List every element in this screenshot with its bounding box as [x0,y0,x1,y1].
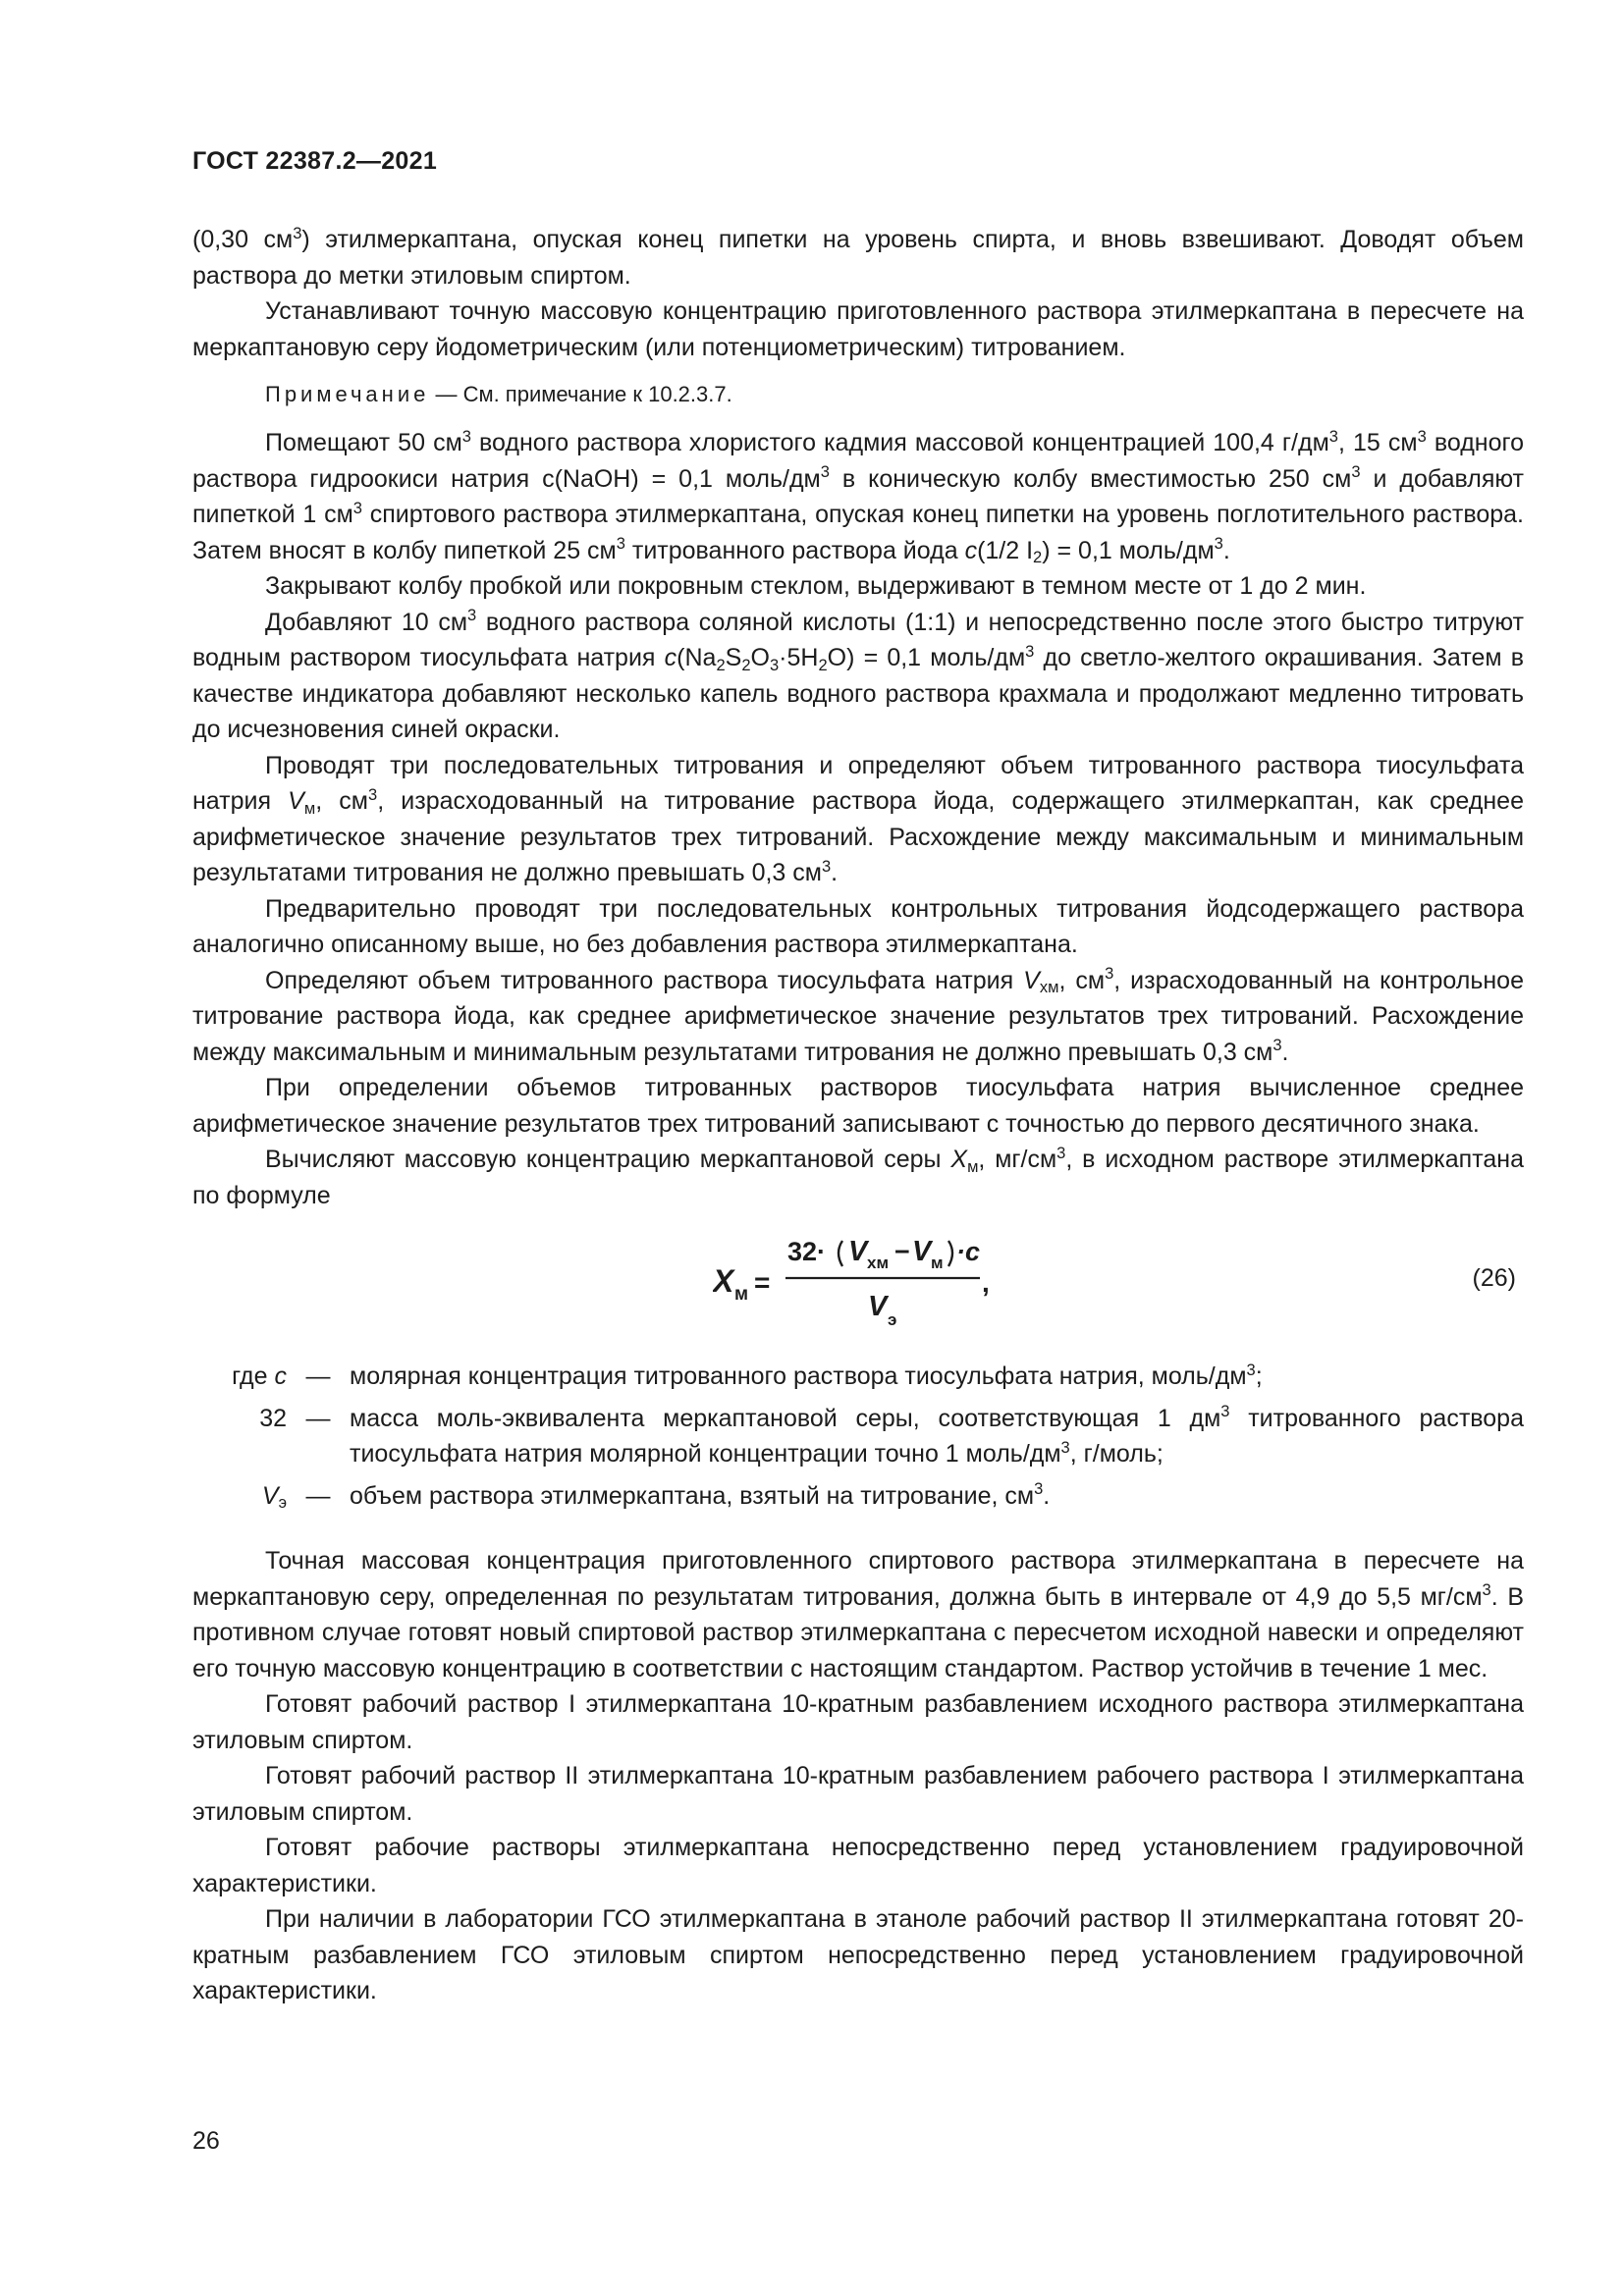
formula-open-paren [839,1241,842,1266]
formula-graphic [713,1221,1223,1347]
definition-symbol: 32 [259,1404,287,1432]
paragraph-7: Предварительно проводят три последовательных контрольных титрования йодсодержащего раствора аналогично описанному выше, но без добавления раствора этилмеркаптана. [192,894,1524,958]
paragraph-9: При определении объемов титрованных растворов тиосульфата натрия вычисленное среднее арифметическое значение результатов трех титрований записывают с точностью до первого десятичного знака. [192,1074,1524,1138]
formula-v1-sub: хм [867,1254,890,1272]
paragraph-5: Добавляют 10 $см^3$ водного раствора соляной кислоты (1:1) и непосредственно после этого быстро титруют водным раствором тиосульфата натрия $c(Na_2S_2O_3\cdot 5H_2O) = 0,1$ моль/$дм^3$ до светло-желтого окрашивания. Затем в качестве индикатора добавляют несколько капель водного раствора крахмала и продолжают медленно титровать до исчезновения синей окраски. [192,607,1525,743]
paragraph-11: Точная массовая концентрация приготовленного спиртового раствора этилмеркаптана в пересчете на меркаптановую серу, определенная по результатам титрования, должна быть в интервале от 4,9 до 5,5 $мг/см^3$. В противном случае готовят новый спиртовой раствор этилмеркаптана с пересчетом исходной навески и определяют его точную массовую концентрацию в соответствии с настоящим стандартом. Раствор устойчив в течение 1 мес. [192,1547,1524,1682]
equation-number: (26) [1472,1264,1516,1292]
definition-dash: — [305,1481,331,1510]
paragraph-12: Готовят рабочий раствор I этилмеркаптана 10-кратным разбавлением исходного раствора этилмеркаптана этиловым спиртом. [192,1690,1524,1754]
formula-v1: V [848,1236,868,1267]
formula-comma: , [982,1267,990,1298]
paragraph-10: Вычисляют массовую концентрацию меркаптановой серы $X_м$, $мг/см^3$, в исходном растворе этилмеркаптана по формуле [192,1144,1524,1209]
definition-dash: — [305,1404,331,1432]
note-label: Примечание [265,382,430,406]
formula-v2-sub: м [931,1254,944,1272]
note [192,380,1524,409]
formula-dot-c: ·c [956,1237,981,1266]
formula-lhs: X [713,1263,734,1299]
paragraph-8: Определяют объем титрованного раствора тиосульфата натрия $V_{хм}$, $см^3$, израсходованный на контрольное титрование раствора йода, как среднее арифметическое значение результатов трех титрований. Расхождение между максимальным и минимальным результатами титрования не должно превышать 0,3 $см^3$. [192,965,1524,1066]
formula-minus: − [894,1237,910,1266]
definition-item [192,1478,1524,1515]
formula-coef: 32· [787,1237,827,1266]
paragraph-13: Готовят рабочий раствор II этилмеркаптана 10-кратным разбавлением рабочего раствора I этилмеркаптана этиловым спиртом. [192,1762,1524,1826]
paragraph-15: При наличии в лаборатории ГСО этилмеркаптана в этаноле рабочий раствор II этилмеркаптана готовят 20-кратным разбавлением ГСО этиловым спиртом непосредственно перед установлением градуировочной характеристики. [192,1905,1524,2004]
paragraph-1: (0,30 $см^3$) этилмеркаптана, опуская конец пипетки на уровень спирта, и вновь взвешивают. Доводят объем раствора до метки этиловым спиртом. [192,224,1524,290]
definition-symbol: где c [232,1362,287,1390]
formula-equals: = [754,1267,771,1298]
document-header: ГОСТ 22387.2—2021 [192,147,438,175]
formula-den-sub: э [888,1310,897,1329]
definition-symbol: $V_э$ [261,1481,287,1513]
formula-den: V [868,1291,888,1322]
formula-lhs-sub: м [734,1284,749,1305]
definition-item [192,1401,1524,1472]
formula-26 [192,1221,1524,1347]
definitions-list [192,1359,1524,1514]
formula-close-paren [948,1241,952,1266]
paragraph-4: Закрывают колбу пробкой или покровным стеклом, выдерживают в темном месте от 1 до 2 мин. [265,572,1367,600]
paragraph-6: Проводят три последовательных титрования и определяют объем титрованного раствора тиосульфата натрия $V_м$, $см^3$, израсходованный на титрование раствора йода, содержащего этилмеркаптан, как среднее арифметическое значение результатов трех титрований. Расхождение между максимальным и минимальным результатами титрования не должно превышать 0,3 $см^3$. [192,751,1524,886]
definition-dash: — [305,1362,331,1390]
paragraph-14: Готовят рабочие растворы этилмеркаптана непосредственно перед установлением градуировочной характеристики. [192,1834,1524,1897]
formula-v2: V [912,1236,932,1267]
note-text: — См. примечание к 10.2.3.7. [429,382,732,406]
paragraph-3: Помещают 50 $см^3$ водного раствора хлористого кадмия массовой концентрацией 100,4 $г/дм^3$, 15 $см^3$ водного раствора гидроокиси натрия c(NaOH) = 0,1 моль/$дм^3$ в коническую колбу вместимостью 250 $см^3$ и добавляют пипеткой 1 $см^3$ спиртового раствора этилмеркаптана, опуская конец пипетки на уровень поглотительного раствора. Затем вносят в колбу пипеткой 25 $см^3$ титрованного раствора йода c(1/2 $I_2) = 0,1$ моль/$дм^3$. [192,427,1525,567]
document-body [192,222,1524,2009]
definition-item [192,1359,1524,1395]
definition-text: масса моль-эквивалента меркаптановой серы, соответствующая 1 $дм^3$ титрованного раствора тиосульфата натрия молярной концентрации точно 1 моль/$дм^3$, г/моль; [350,1403,1524,1468]
definition-text: объем раствора этилмеркаптана, взятый на титрование, $см^3$. [350,1480,1051,1510]
paragraph-2: Устанавливают точную массовую концентрацию приготовленного раствора этилмеркаптана в пересчете на меркаптановую серу йодометрическим (или потенциометрическим) титрованием. [192,297,1524,361]
definition-text: молярная концентрация титрованного раствора тиосульфата натрия, моль/$дм^3$; [350,1361,1263,1390]
page-number: 26 [192,2127,220,2155]
